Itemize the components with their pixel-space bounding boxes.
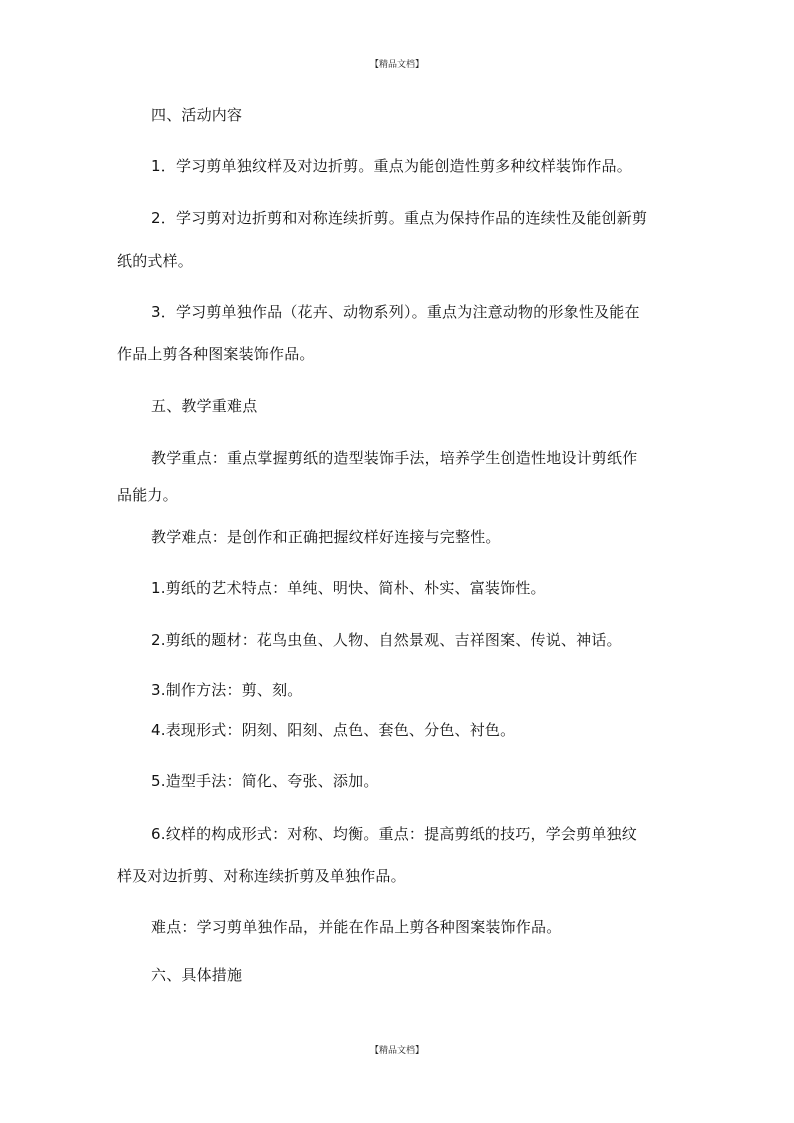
teaching-key-point-line-2: 品能力。	[117, 486, 178, 504]
activity-item-3-line-2: 作品上剪各种图案装饰作品。	[117, 345, 315, 363]
activity-item-2-line-2: 纸的式样。	[117, 252, 194, 270]
section-5-title: 五、教学重难点	[151, 397, 258, 415]
point-6-line-1: 6.纹样的构成形式：对称、均衡。重点：提高剪纸的技巧，学会剪单独纹	[151, 825, 637, 843]
page-footer: 【精品文档】	[369, 1046, 424, 1056]
point-3: 3.制作方法：剪、刻。	[151, 681, 303, 699]
teaching-difficulty: 教学难点：是创作和正确把握纹样好连接与完整性。	[151, 528, 501, 546]
point-5: 5.造型手法：简化、夸张、添加。	[151, 772, 379, 790]
page-header: 【精品文档】	[369, 60, 424, 70]
difficulty-note: 难点：学习剪单独作品，并能在作品上剪各种图案装饰作品。	[151, 918, 562, 936]
activity-item-3-line-1: 3．学习剪单独作品（花卉、动物系列）。重点为注意动物的形象性及能在	[151, 303, 640, 321]
teaching-key-point-line-1: 教学重点：重点掌握剪纸的造型装饰手法，培养学生创造性地设计剪纸作	[151, 449, 638, 467]
point-6-line-2: 样及对边折剪、对称连续折剪及单独作品。	[117, 867, 406, 885]
activity-item-2-line-1: 2．学习剪对边折剪和对称连续折剪。重点为保持作品的连续性及能创新剪	[151, 209, 648, 227]
section-4-title: 四、活动内容	[151, 106, 243, 124]
point-4: 4.表现形式：阴刻、阳刻、点色、套色、分色、衬色。	[151, 721, 516, 739]
point-2: 2.剪纸的题材：花鸟虫鱼、人物、自然景观、吉祥图案、传说、神话。	[151, 631, 622, 649]
section-6-title: 六、具体措施	[151, 966, 243, 984]
activity-item-1: 1．学习剪单独纹样及对边折剪。重点为能创造性剪多种纹样装饰作品。	[151, 157, 632, 175]
point-1: 1.剪纸的艺术特点：单纯、明快、简朴、朴实、富装饰性。	[151, 579, 546, 597]
